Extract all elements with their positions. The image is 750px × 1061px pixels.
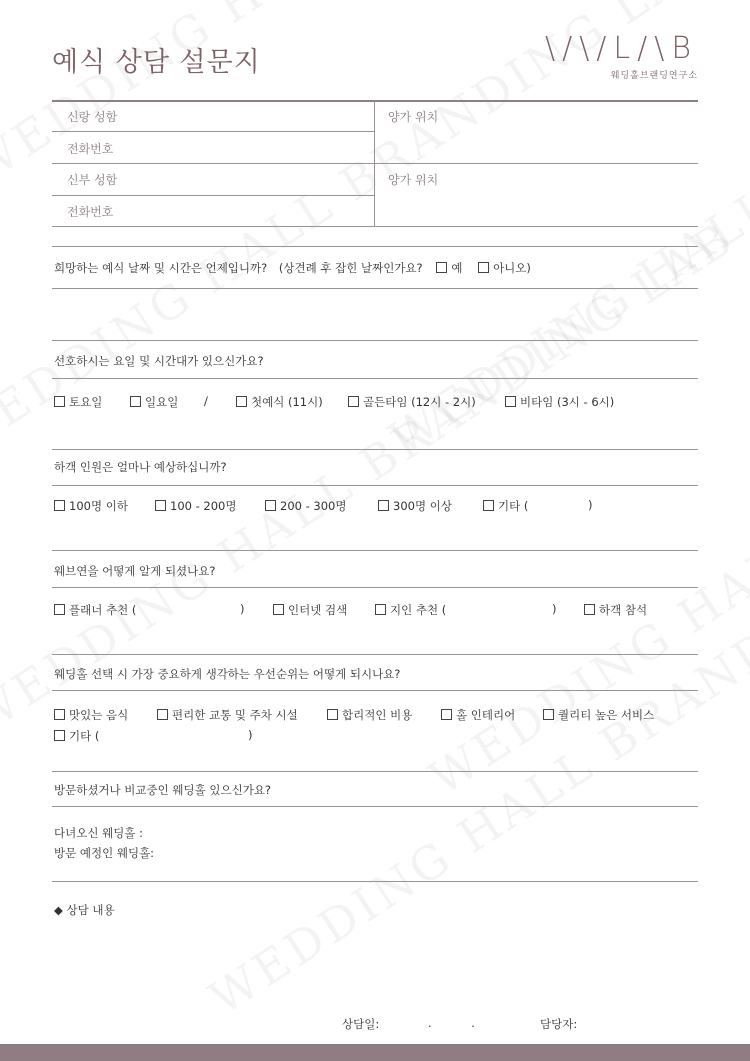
checkbox-icon bbox=[157, 709, 168, 720]
footer-bar bbox=[0, 1044, 750, 1061]
option-200-300[interactable]: 200 - 300명 bbox=[265, 498, 346, 514]
divider bbox=[52, 226, 698, 227]
checkbox-icon bbox=[375, 604, 386, 615]
checkbox-icon bbox=[441, 709, 452, 720]
option-tasty-food[interactable]: 맛있는 음식 bbox=[54, 707, 128, 723]
divider bbox=[52, 449, 698, 450]
checkbox-icon bbox=[327, 709, 338, 720]
divider bbox=[52, 288, 698, 289]
question-how-heard: 웨브연을 어떻게 알게 되셨나요? bbox=[54, 564, 216, 578]
divider bbox=[52, 771, 698, 772]
checkbox-icon bbox=[54, 730, 65, 741]
option-hall-interior[interactable]: 홀 인테리어 bbox=[441, 707, 515, 723]
logo-subtitle: 웨딩홀브랜딩연구소 bbox=[610, 71, 698, 81]
option-separator: / bbox=[204, 394, 208, 408]
option-close-paren: ) bbox=[552, 602, 557, 616]
bride-name-field[interactable]: 신부 성함 bbox=[67, 173, 118, 187]
question-compared-halls: 방문하셨거나 비교중인 웨딩홀 있으신가요? bbox=[54, 783, 272, 797]
option-friend-referral[interactable]: 지인 추천 ( bbox=[375, 602, 446, 618]
option-reasonable-cost[interactable]: 합리적인 비용 bbox=[327, 707, 412, 723]
option-sunday[interactable]: 일요일 bbox=[130, 394, 178, 410]
question-priority: 웨딩홀 선택 시 가장 중요하게 생각하는 우선순위는 어떻게 되시나요? bbox=[54, 667, 401, 681]
groom-parents-location-field[interactable]: 양가 위치 bbox=[388, 110, 439, 124]
visited-halls-field[interactable]: 다녀오신 웨딩홀 : bbox=[54, 826, 143, 840]
divider bbox=[52, 100, 698, 102]
option-other[interactable]: 기타 ( bbox=[54, 728, 99, 744]
divider bbox=[52, 131, 374, 132]
option-under-100[interactable]: 100명 이하 bbox=[54, 498, 128, 514]
divider bbox=[52, 806, 698, 807]
checkbox-icon bbox=[584, 604, 595, 615]
checkbox-icon bbox=[478, 262, 489, 273]
page-title: 예식 상담 설문지 bbox=[52, 47, 261, 78]
option-golden-time[interactable]: 골든타임 (12시 - 2시) bbox=[348, 394, 476, 410]
option-over-300[interactable]: 300명 이상 bbox=[378, 498, 452, 514]
checkbox-icon bbox=[273, 604, 284, 615]
watermark-text bbox=[420, 270, 750, 805]
staff-label: 담당자: bbox=[540, 1017, 578, 1031]
bride-phone-field[interactable]: 전화번호 bbox=[67, 205, 114, 219]
logo bbox=[544, 31, 698, 81]
bride-parents-location-field[interactable]: 양가 위치 bbox=[388, 173, 439, 187]
question-subtext: (상견례 후 잡힌 날짜인가요? bbox=[278, 261, 423, 275]
option-saturday[interactable]: 토요일 bbox=[54, 394, 102, 410]
checkbox-icon bbox=[483, 500, 494, 511]
checkbox-icon bbox=[543, 709, 554, 720]
divider bbox=[52, 550, 698, 551]
checkbox-no[interactable]: 아니오) bbox=[478, 261, 531, 275]
option-close-paren: ) bbox=[240, 602, 245, 616]
divider bbox=[52, 163, 698, 164]
divider bbox=[52, 340, 698, 341]
option-planner-referral[interactable]: 플래너 추천 ( bbox=[54, 602, 136, 618]
question-wedding-date bbox=[54, 260, 531, 276]
watermark-text bbox=[200, 490, 750, 1025]
checkbox-icon bbox=[348, 396, 359, 407]
checkbox-icon bbox=[130, 396, 141, 407]
groom-name-field[interactable]: 신랑 성함 bbox=[67, 110, 118, 124]
question-preferred-time: 선호하시는 요일 및 시간대가 있으신가요? bbox=[54, 354, 264, 368]
question-text: 희망하는 예식 날짜 및 시간은 언제입니까? bbox=[54, 261, 268, 275]
divider bbox=[52, 246, 698, 247]
checkbox-icon bbox=[54, 709, 65, 720]
checkbox-icon bbox=[378, 500, 389, 511]
divider bbox=[52, 690, 698, 691]
checkbox-icon bbox=[54, 396, 65, 407]
watermark-text bbox=[0, 0, 744, 195]
option-guest-attended[interactable]: 하객 참석 bbox=[584, 602, 647, 618]
consultation-notes-label: ◆ 상담 내용 bbox=[54, 903, 115, 917]
consultation-date-label: 상담일: bbox=[342, 1017, 380, 1031]
divider bbox=[52, 654, 698, 655]
divider bbox=[52, 195, 374, 196]
option-parking[interactable]: 편리한 교통 및 주차 시설 bbox=[157, 707, 298, 723]
divider bbox=[52, 881, 698, 882]
checkbox-icon bbox=[436, 262, 447, 273]
divider bbox=[52, 587, 698, 588]
checkbox-icon bbox=[54, 500, 65, 511]
option-quality-service[interactable]: 퀄리티 높은 서비스 bbox=[543, 707, 654, 723]
divider bbox=[52, 485, 698, 486]
checkbox-icon bbox=[236, 396, 247, 407]
logo-mark: \/\/L/\B bbox=[544, 31, 698, 66]
option-first-ceremony[interactable]: 첫예식 (11시) bbox=[236, 394, 323, 410]
option-b-time[interactable]: 비타임 (3시 - 6시) bbox=[505, 394, 614, 410]
checkbox-icon bbox=[155, 500, 166, 511]
checkbox-icon bbox=[505, 396, 516, 407]
option-close-paren: ) bbox=[248, 728, 253, 742]
groom-phone-field[interactable]: 전화번호 bbox=[67, 142, 114, 156]
divider bbox=[52, 378, 698, 379]
question-guest-count: 하객 인원은 얼마나 예상하십니까? bbox=[54, 460, 227, 474]
checkbox-icon bbox=[54, 604, 65, 615]
checkbox-icon bbox=[265, 500, 276, 511]
consultation-date-field[interactable]: . . bbox=[428, 1016, 475, 1030]
option-internet-search[interactable]: 인터넷 검색 bbox=[273, 602, 347, 618]
planned-halls-field[interactable]: 방문 예정인 웨딩홀: bbox=[54, 846, 155, 860]
option-100-200[interactable]: 100 - 200명 bbox=[155, 498, 236, 514]
watermark-text bbox=[0, 210, 744, 745]
option-close-paren: ) bbox=[588, 498, 593, 512]
checkbox-yes[interactable]: 예 bbox=[436, 261, 462, 275]
option-other[interactable]: 기타 ( bbox=[483, 498, 528, 514]
